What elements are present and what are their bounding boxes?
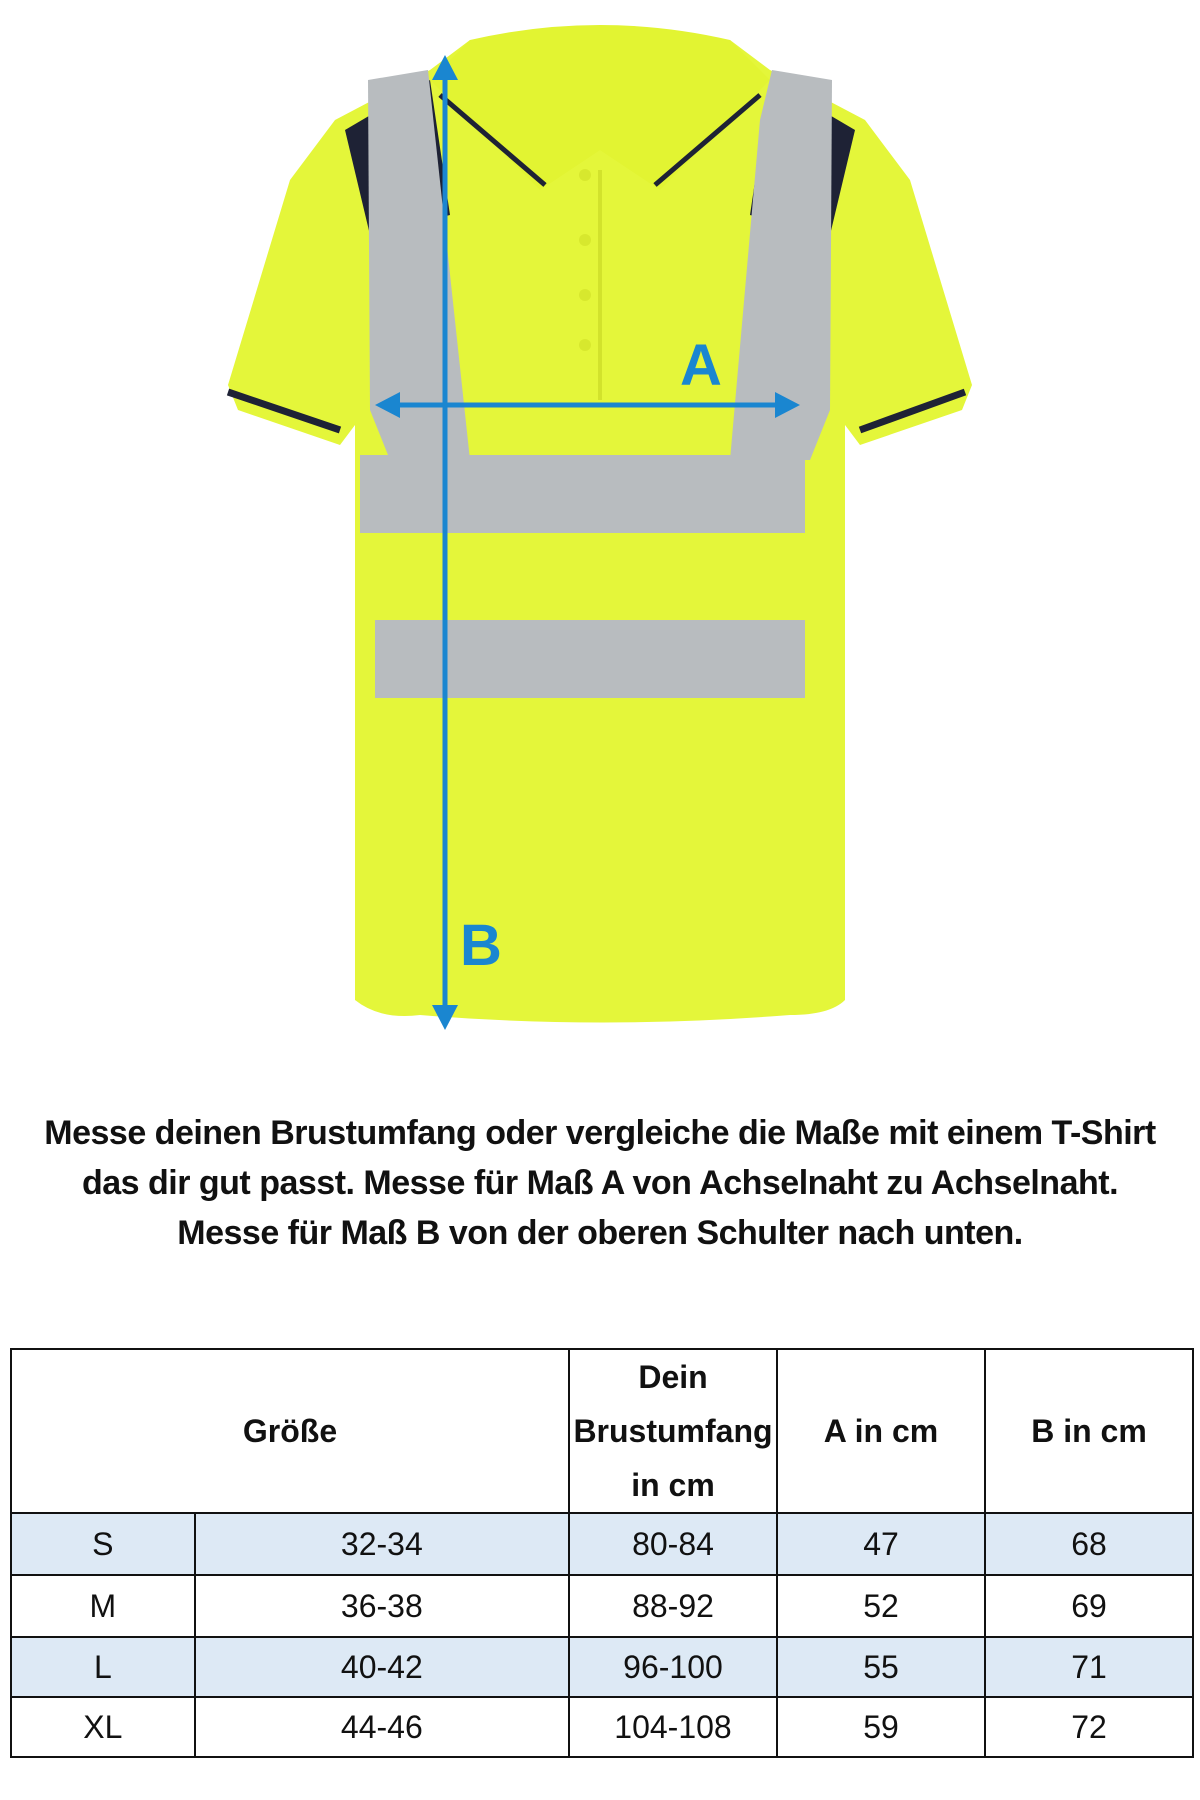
cell-chest: 104-108 [569, 1697, 777, 1757]
header-a: A in cm [777, 1349, 985, 1513]
header-size: Größe [11, 1349, 569, 1513]
header-row [11, 1349, 1193, 1513]
button [579, 169, 591, 181]
cell-num: 40-42 [195, 1637, 569, 1697]
size-table [10, 1348, 1194, 1758]
cell-num: 32-34 [195, 1513, 569, 1575]
cell-size: M [11, 1575, 195, 1637]
cell-num: 44-46 [195, 1697, 569, 1757]
label-a: A [680, 333, 722, 398]
cell-a: 55 [777, 1637, 985, 1697]
cell-size: XL [11, 1697, 195, 1757]
cell-size: L [11, 1637, 195, 1697]
cell-chest: 96-100 [569, 1637, 777, 1697]
upper-reflective-band [360, 455, 805, 533]
button [579, 339, 591, 351]
cell-num: 36-38 [195, 1575, 569, 1637]
table-row [11, 1637, 1193, 1697]
header-b: B in cm [985, 1349, 1193, 1513]
cell-b: 72 [985, 1697, 1193, 1757]
table-row [11, 1575, 1193, 1637]
cell-b: 71 [985, 1637, 1193, 1697]
cell-chest: 80-84 [569, 1513, 777, 1575]
button [579, 234, 591, 246]
table-row [11, 1697, 1193, 1757]
label-b: B [460, 913, 502, 978]
cell-a: 47 [777, 1513, 985, 1575]
lower-reflective-band [375, 620, 805, 698]
cell-a: 59 [777, 1697, 985, 1757]
cell-size: S [11, 1513, 195, 1575]
button [579, 289, 591, 301]
cell-chest: 88-92 [569, 1575, 777, 1637]
cell-b: 68 [985, 1513, 1193, 1575]
measurement-instructions: Messe deinen Brustumfang oder vergleiche die Maße mit einem T-Shirt das dir gut passt. Messe für Maß A von Achselnaht zu Achselnaht. Messe für Maß B von der oberen Schulter nach unten. [44, 1114, 1156, 1252]
header-chest: Dein Brustumfang in cm [569, 1349, 777, 1513]
table-row [11, 1513, 1193, 1575]
cell-b: 69 [985, 1575, 1193, 1637]
cell-a: 52 [777, 1575, 985, 1637]
